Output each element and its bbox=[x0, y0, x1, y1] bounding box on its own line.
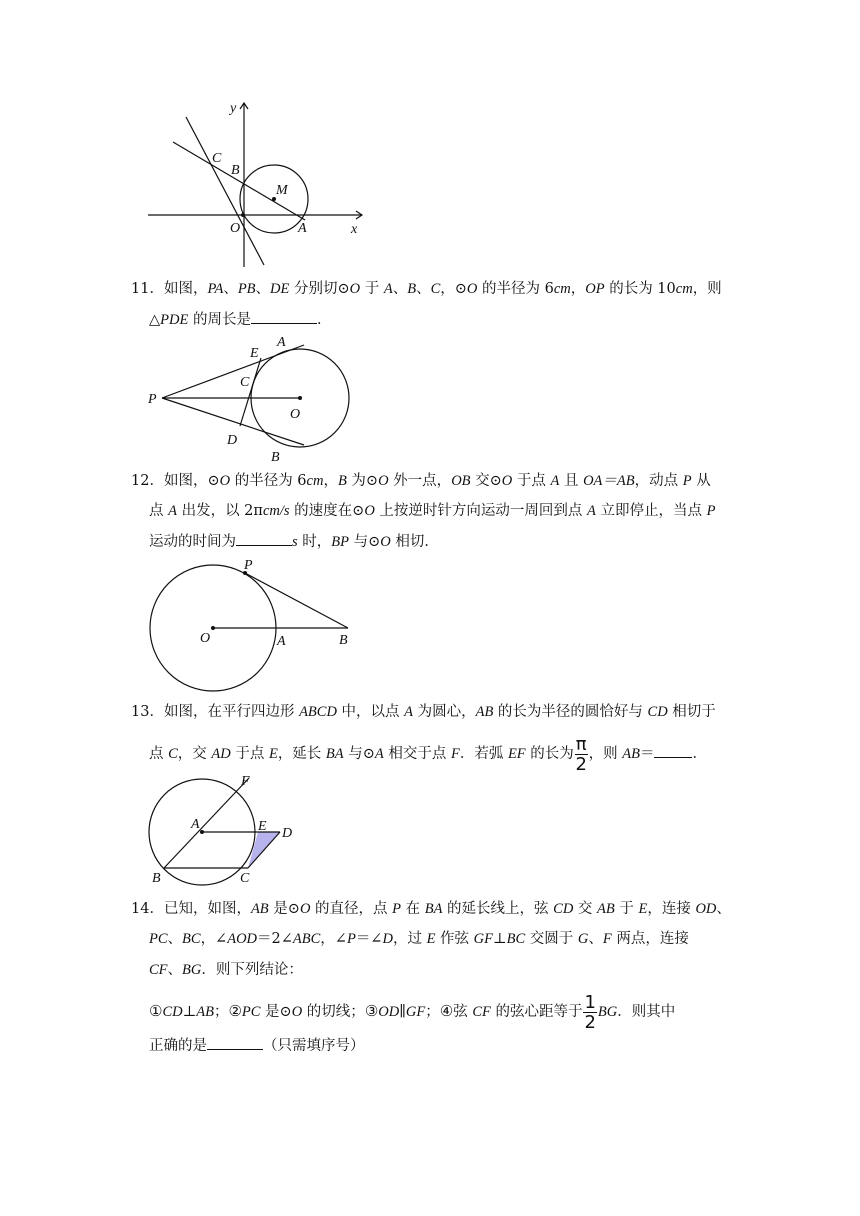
label-d: D bbox=[227, 433, 238, 448]
text-fragment: ，⊙ bbox=[440, 281, 467, 297]
text-fragment: 的长为 bbox=[525, 746, 574, 762]
math-symbol: O bbox=[364, 503, 375, 519]
math-symbol: cm bbox=[675, 281, 693, 297]
label-f: F bbox=[241, 774, 250, 789]
text-fragment: ，∠ bbox=[320, 931, 347, 947]
answer-blank[interactable] bbox=[207, 1035, 263, 1050]
text-fragment: 1 bbox=[584, 991, 596, 1013]
math-symbol: BA bbox=[325, 746, 344, 762]
text-fragment: ⊥ bbox=[182, 1004, 197, 1020]
math-symbol: CD bbox=[647, 704, 668, 720]
answer-blank[interactable] bbox=[654, 743, 692, 758]
label-a: A bbox=[298, 221, 307, 236]
math-symbol: C bbox=[430, 281, 441, 297]
text-fragment: 、 bbox=[716, 901, 731, 917]
math-symbol: OB bbox=[451, 473, 471, 489]
text-fragment: ， bbox=[570, 281, 586, 297]
math-symbol: O bbox=[378, 473, 389, 489]
q14-line1 bbox=[131, 899, 731, 919]
math-symbol: A bbox=[374, 746, 384, 762]
text-fragment: 中，以点 bbox=[336, 704, 405, 720]
label-y: y bbox=[230, 101, 237, 116]
text-fragment: ．若弧 bbox=[459, 746, 508, 762]
math-symbol: ABC bbox=[292, 931, 321, 947]
text-fragment: 两点，连接 bbox=[611, 931, 689, 947]
text-fragment: 于 bbox=[614, 901, 639, 917]
text-fragment: 如图，⊙ bbox=[163, 473, 220, 489]
figure-q11 bbox=[140, 330, 370, 465]
text-fragment: 13． bbox=[131, 704, 164, 720]
math-symbol: cm/s bbox=[262, 503, 290, 519]
text-fragment: 与⊙ bbox=[343, 746, 375, 762]
text-fragment: 、 bbox=[167, 931, 183, 947]
math-symbol: A bbox=[404, 704, 413, 720]
q13-line1 bbox=[131, 702, 716, 722]
math-symbol: E bbox=[268, 746, 278, 762]
label-b: B bbox=[231, 163, 240, 178]
math-symbol: C bbox=[168, 746, 178, 762]
math-symbol: F bbox=[450, 746, 460, 762]
text-fragment: 相切． bbox=[390, 534, 439, 550]
text-fragment: ．则其中 bbox=[617, 1004, 676, 1020]
fraction-pi-over-2 bbox=[575, 735, 588, 774]
text-fragment: 正确的是 bbox=[149, 1038, 207, 1054]
math-symbol: O bbox=[219, 473, 231, 489]
math-symbol: B bbox=[407, 281, 417, 297]
text-fragment: 相切于 bbox=[667, 704, 716, 720]
math-symbol: O bbox=[349, 281, 361, 297]
text-fragment: ＝2∠ bbox=[257, 931, 293, 947]
text-fragment: ＝∠ bbox=[355, 931, 383, 947]
text-fragment: ，交 bbox=[177, 746, 212, 762]
math-symbol: CD bbox=[553, 901, 574, 917]
math-symbol: P bbox=[682, 473, 692, 489]
math-symbol: G bbox=[577, 931, 589, 947]
text-fragment: ，则 bbox=[588, 746, 623, 762]
math-symbol: BP bbox=[331, 534, 349, 550]
q11-line1 bbox=[131, 279, 722, 299]
text-fragment: ② bbox=[228, 1002, 242, 1020]
text-fragment: ； bbox=[213, 1004, 229, 1020]
text-fragment: 2 bbox=[584, 1011, 596, 1033]
math-symbol: CF bbox=[472, 1004, 491, 1020]
q14-line5 bbox=[149, 1035, 365, 1056]
text-fragment: ，则 bbox=[692, 281, 722, 297]
text-fragment: 的弦心距等于 bbox=[490, 1004, 583, 1020]
math-symbol: AB bbox=[196, 1004, 214, 1020]
math-symbol: PC bbox=[241, 1004, 261, 1020]
label-o: O bbox=[290, 407, 301, 422]
text-fragment: ⊥ bbox=[492, 931, 507, 947]
text-fragment: △ bbox=[149, 312, 161, 328]
text-fragment: 上按逆时针方向运动一周回到点 bbox=[374, 503, 588, 519]
math-symbol: AB bbox=[475, 704, 494, 720]
text-fragment: 如图，在平行四边形 bbox=[163, 704, 300, 720]
text-fragment: 作弦 bbox=[435, 931, 474, 947]
label-c: C bbox=[212, 151, 222, 166]
text-fragment: 如图， bbox=[163, 281, 208, 297]
label-d: D bbox=[282, 826, 293, 841]
line-co bbox=[186, 117, 264, 265]
text-fragment: 于点 bbox=[230, 746, 269, 762]
figure-q13 bbox=[140, 770, 320, 888]
text-fragment: 的延长线上，弦 bbox=[442, 901, 554, 917]
text-fragment: 运动的时间为 bbox=[149, 534, 236, 550]
label-b: B bbox=[339, 633, 348, 648]
q12-line2 bbox=[149, 501, 715, 521]
math-symbol: O bbox=[501, 473, 513, 489]
math-symbol: s bbox=[292, 534, 298, 550]
text-fragment: 弦 bbox=[453, 1004, 473, 1020]
label-a: A bbox=[277, 335, 286, 350]
q14-line4 bbox=[149, 991, 675, 1032]
figure-q12 bbox=[140, 555, 370, 700]
math-symbol: OA＝AB bbox=[583, 473, 635, 489]
math-symbol: A bbox=[550, 473, 560, 489]
text-fragment: 的切线； bbox=[302, 1004, 365, 1020]
text-fragment: 为⊙ bbox=[346, 473, 379, 489]
label-p: P bbox=[148, 392, 157, 407]
math-symbol: PA bbox=[207, 281, 224, 297]
math-symbol: OD bbox=[695, 901, 717, 917]
text-fragment: ，连接 bbox=[647, 901, 696, 917]
text-fragment: ． bbox=[316, 312, 332, 328]
text-fragment: ． bbox=[692, 746, 707, 762]
math-symbol: BC bbox=[506, 931, 526, 947]
fraction-one-half bbox=[583, 993, 596, 1032]
text-fragment: 从 bbox=[691, 473, 711, 489]
line-bf bbox=[164, 778, 249, 868]
math-symbol: BA bbox=[424, 901, 443, 917]
math-symbol: ABCD bbox=[299, 704, 337, 720]
math-symbol: AB bbox=[622, 746, 640, 762]
text-fragment: 与⊙ bbox=[348, 534, 381, 550]
text-fragment: 点 bbox=[149, 746, 169, 762]
text-fragment: 的速度在⊙ bbox=[289, 503, 365, 519]
math-symbol: D bbox=[382, 931, 393, 947]
text-fragment: （只需填序号） bbox=[263, 1038, 365, 1054]
label-e: E bbox=[250, 346, 259, 361]
text-fragment: 交 bbox=[573, 901, 598, 917]
math-symbol: DE bbox=[270, 281, 290, 297]
text-fragment: 的周长是 bbox=[188, 312, 251, 328]
answer-blank[interactable] bbox=[236, 531, 292, 546]
math-symbol: AD bbox=[211, 746, 231, 762]
math-symbol: GF bbox=[473, 931, 493, 947]
text-fragment: ，动点 bbox=[634, 473, 683, 489]
text-fragment: ； bbox=[425, 1004, 440, 1020]
text-fragment: 分别切⊙ bbox=[289, 281, 350, 297]
math-symbol: A bbox=[168, 503, 177, 519]
text-fragment: 11． bbox=[131, 281, 164, 297]
math-symbol: E bbox=[426, 931, 436, 947]
text-fragment: 为圆心， bbox=[413, 704, 476, 720]
math-symbol: P bbox=[392, 901, 401, 917]
q12-line1 bbox=[131, 471, 711, 491]
math-symbol: P bbox=[346, 931, 356, 947]
math-symbol: A bbox=[383, 281, 393, 297]
line-ca bbox=[173, 142, 305, 220]
label-p: P bbox=[244, 558, 253, 573]
text-fragment: 已知，如图， bbox=[163, 901, 251, 917]
text-fragment: 、 bbox=[392, 281, 408, 297]
tangent-bp bbox=[245, 573, 348, 628]
math-symbol: B bbox=[337, 473, 347, 489]
text-fragment: ， bbox=[323, 473, 338, 489]
math-symbol: A bbox=[587, 503, 596, 519]
math-symbol: AB bbox=[597, 901, 615, 917]
math-symbol: PDE bbox=[160, 312, 189, 328]
math-symbol: OD bbox=[378, 1004, 400, 1020]
tangent-pa bbox=[162, 345, 304, 398]
text-fragment: 相交于点 bbox=[383, 746, 451, 762]
label-b: B bbox=[152, 871, 161, 886]
label-a: A bbox=[277, 634, 286, 649]
text-fragment: ＝ bbox=[639, 746, 655, 762]
text-fragment: 点 bbox=[149, 503, 169, 519]
label-a: A bbox=[191, 817, 200, 832]
math-symbol: PC bbox=[149, 931, 168, 947]
math-symbol: O bbox=[466, 281, 478, 297]
label-x: x bbox=[351, 222, 358, 237]
text-fragment: ④ bbox=[439, 1002, 454, 1020]
label-e: E bbox=[258, 819, 267, 834]
label-m: M bbox=[276, 183, 288, 198]
text-fragment: ，延长 bbox=[277, 746, 326, 762]
math-symbol: O bbox=[380, 534, 391, 550]
text-fragment: ，过 bbox=[392, 931, 427, 947]
text-fragment: 于点 bbox=[512, 473, 551, 489]
text-fragment: ∥ bbox=[399, 1004, 406, 1020]
math-symbol: O bbox=[291, 1004, 303, 1020]
text-fragment: ，∠ bbox=[200, 931, 228, 947]
math-symbol: BG bbox=[182, 962, 202, 978]
figure-coordinate-circle bbox=[140, 95, 380, 275]
text-fragment: 12． bbox=[131, 473, 164, 489]
math-symbol: PB bbox=[237, 281, 256, 297]
math-symbol: AOD bbox=[227, 931, 258, 947]
q14-line2 bbox=[149, 929, 689, 949]
text-fragment: 的长为 10 bbox=[604, 281, 676, 297]
text-fragment: 的长为半径的圆恰好与 bbox=[493, 704, 648, 720]
text-fragment: 14． bbox=[131, 901, 164, 917]
text-fragment: 在 bbox=[401, 901, 425, 917]
text-fragment: 、 bbox=[255, 281, 271, 297]
math-symbol: CD bbox=[162, 1004, 183, 1020]
math-symbol: GF bbox=[405, 1004, 426, 1020]
math-symbol: BG bbox=[597, 1004, 618, 1020]
q13-line2 bbox=[149, 734, 707, 774]
text-fragment: 、 bbox=[223, 281, 238, 297]
text-fragment: 、 bbox=[416, 281, 431, 297]
math-symbol: EF bbox=[507, 746, 526, 762]
text-fragment: 是⊙ bbox=[260, 1004, 292, 1020]
text-fragment: 且 bbox=[559, 473, 584, 489]
q12-line3 bbox=[149, 531, 439, 552]
math-symbol: AB bbox=[250, 901, 269, 917]
label-o: O bbox=[230, 221, 241, 236]
math-symbol: E bbox=[638, 901, 648, 917]
text-fragment: 时， bbox=[297, 534, 332, 550]
math-symbol: P bbox=[706, 503, 716, 519]
label-o: O bbox=[200, 631, 211, 646]
math-symbol: BC bbox=[182, 931, 201, 947]
text-fragment: 、 bbox=[167, 962, 183, 978]
math-symbol: cm bbox=[553, 281, 571, 297]
text-fragment: π bbox=[575, 733, 587, 755]
text-fragment: 的直径，点 bbox=[310, 901, 393, 917]
q11-line2 bbox=[149, 309, 331, 330]
math-symbol: O bbox=[299, 901, 311, 917]
math-symbol: F bbox=[602, 931, 612, 947]
text-fragment: 立即停止，当点 bbox=[595, 503, 707, 519]
text-fragment: ① bbox=[149, 1002, 163, 1020]
text-fragment: 的半径为 6 bbox=[477, 281, 554, 297]
text-fragment: 于 bbox=[360, 281, 384, 297]
text-fragment: 、 bbox=[588, 931, 603, 947]
text-fragment: ③ bbox=[364, 1002, 379, 1020]
label-c: C bbox=[240, 375, 250, 390]
q14-line3 bbox=[149, 960, 303, 980]
answer-blank[interactable] bbox=[251, 309, 317, 324]
label-b: B bbox=[271, 450, 280, 465]
text-fragment: 交⊙ bbox=[470, 473, 502, 489]
text-fragment: 2 bbox=[575, 753, 587, 775]
math-symbol: CF bbox=[149, 962, 168, 978]
math-symbol: OP bbox=[585, 281, 605, 297]
text-fragment: 外一点， bbox=[388, 473, 452, 489]
text-fragment: 的半径为 6 bbox=[230, 473, 307, 489]
label-c: C bbox=[240, 871, 250, 886]
text-fragment: 出发，以 2π bbox=[176, 503, 263, 519]
math-symbol: cm bbox=[306, 473, 324, 489]
text-fragment: 交圆于 bbox=[525, 931, 578, 947]
text-fragment: 是⊙ bbox=[268, 901, 300, 917]
text-fragment: ．则下列结论： bbox=[201, 962, 303, 978]
